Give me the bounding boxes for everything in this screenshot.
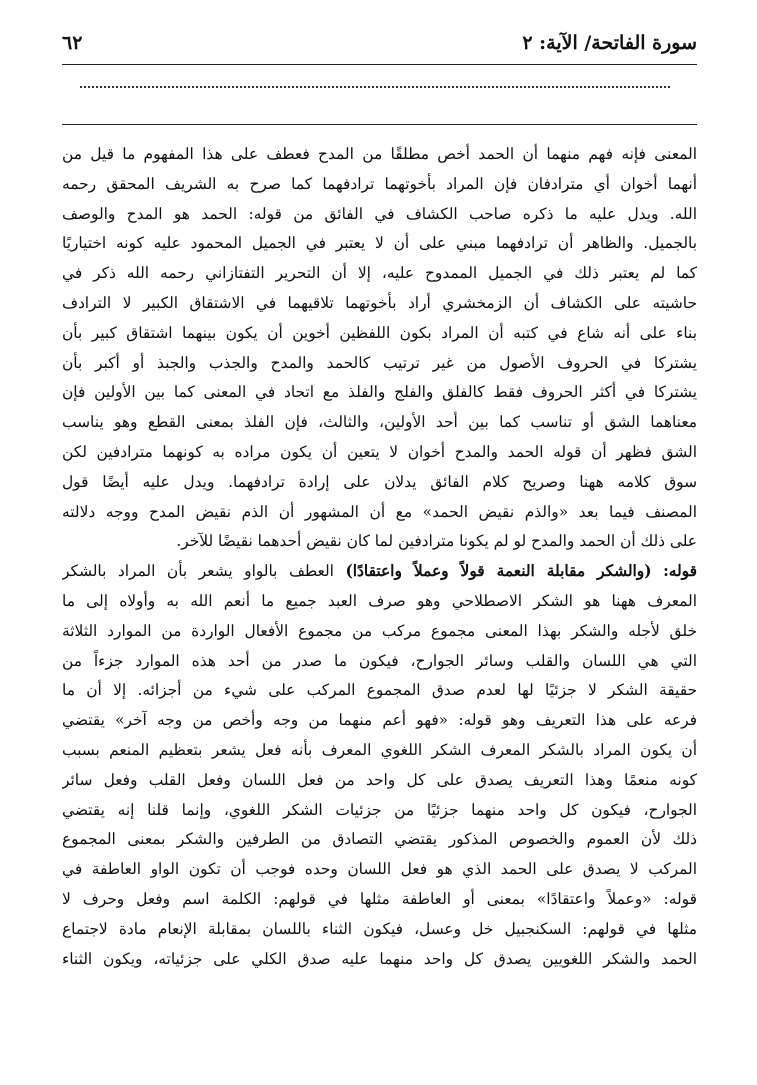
text-line: قوله: «وعملاً واعتقادًا» بمعنى أو العاطفة مثلها في قولهم: الكلمة اسم وفعل وحرف لا xyxy=(62,889,697,908)
text-line: حاشيته على الكشاف أن الزمخشري أراد بأخوتهما تلاقيهما في الاشتقاق الكبير لا الترادف xyxy=(62,293,697,312)
text-line: فرعه على هذا التعريف وهو قوله: «فهو أعم منهما من وجه وأخص من وجه آخر» يقتضي xyxy=(62,711,697,730)
text-line: أن يكون المراد بالشكر المعرف الشكر اللغوي المعرف بأنه فعل يشعر بتعظيم المنعم بسبب xyxy=(62,740,697,759)
text-line: المعرف ههنا هو الشكر الاصطلاحي وهو صرف العبد جميع ما أنعم الله به وأولاه إلى ما xyxy=(62,591,697,610)
page-number: ٦٢ xyxy=(62,32,83,54)
text-line: على ذلك أن الحمد والمدح لو لم يكونا مترادفين لما كان نقيض أحدهما نقيضًا للآخر. xyxy=(176,532,697,551)
lemma-quote: (والشكر مقابلة النعمة قولاً وعملاً واعتقادًا) xyxy=(345,562,652,581)
lemma-line xyxy=(62,557,697,587)
text-line: التي هي اللسان والقلب وسائر الجوارح، فيكون ما صدر من أحد هذه الموارد جزءاً من xyxy=(62,651,697,670)
lemma-rest: العطف بالواو يشعر بأن المراد بالشكر xyxy=(62,562,334,581)
text-line: خلق لأجله والشكر بهذا المعنى مجموع مركب من مجموع الأفعال الواردة من الموارد الثلاثة xyxy=(62,621,697,640)
text-line: أنهما أخوان أي مترادفان فإن المراد بأخوتهما ترادفهما كما صرح به الشريف المحقق رحمه xyxy=(62,174,697,193)
text-line: معناهما الشق أو تناسب كما بين أحد الأولين، والثالث، فإن الفلذ بمعنى القطع وهو يناسب xyxy=(62,413,697,432)
text-line: الحمد والشكر اللغويين يصدق كل واحد منهما عليه صدق الكلي على جزئياته، ويكون الثناء xyxy=(62,949,697,968)
text-line: حقيقة الشكر لا جزئيًا لها لعدم صدق المجموع المركب على شيء من أجزائه. إلا أن ما xyxy=(62,681,697,700)
text-line: المصنف فيما بعد «والذم نقيض الحمد» مع أن المشهور أن الذم نقيض المدح ووجه دلالته xyxy=(62,502,697,521)
dotted-separator xyxy=(80,86,670,88)
text-line: الجوارح، فيكون كل واحد منهما جزئيًا من جزئيات الشكر اللغوي، وإنما قلنا إنه يقتضي xyxy=(62,800,697,819)
text-line: المعنى فإنه فهم منهما أن الحمد أخص مطلقًا من المدح فعطف على هذا المفهوم ما قيل من xyxy=(62,145,697,163)
text-line: مثلها في قولهم: السكنجبيل خل وعسل، فيكون الثناء باللسان بمقابلة الإنعام مادة لاجتماع xyxy=(62,919,697,938)
text-line: ذلك لأن العموم والخصوص المذكور يقتضي التصادق من الطرفين والشكر بمعنى المجموع xyxy=(62,830,697,849)
text-line: الله. ويدل عليه ما ذكره صاحب الكشاف في الفائق من قوله: الحمد هو المدح والوصف xyxy=(62,204,697,223)
text-line: سوق كلامه ههنا وصريح كلام الفائق يدلان على إرادة ترادفهما. ويدل عليه أيضًا قول xyxy=(62,472,697,491)
text-line: كما لم يعتبر ذلك في الجميل الممدوح عليه، إلا أن التحرير التفتازاني رحمه الله ذكر في xyxy=(62,264,697,283)
text-line: يشتركا في الحروف الأصول من غير ترتيب كالحمد والمدح والجذب والجبذ أو أكبر بأن xyxy=(62,353,697,372)
header-rule xyxy=(62,64,697,65)
text-line: بالجميل. والظاهر أن ترادفهما مبني على أن لا يعتبر في الجميل المحمود عليه كونه اختياريًا xyxy=(62,234,697,253)
text-line: الشق فظهر أن قوله الحمد والمدح أخوان لا يتعين أن يكون مراده به كونهما مترادفين لكن xyxy=(62,442,697,461)
text-line: بناء على أنه شاع في كتبه أن المراد بكون اللفظين أخوين أن يكون بينهما اشتقاق كبير بأن xyxy=(62,323,697,342)
book-page xyxy=(62,0,697,1085)
header-title: سورة الفاتحة/ الآية: ٢ xyxy=(522,32,697,54)
lemma-label: قوله: xyxy=(663,562,697,581)
text-line: المركب لا يصدق على الحمد الذي هو فعل اللسان وحده فوجب أن تكون الواو العاطفة في xyxy=(62,860,697,879)
text-line: كونه منعمًا وهذا التعريف يصدق على كل واحد من فعل اللسان وفعل القلب وفعل سائر xyxy=(62,770,697,789)
text-rule xyxy=(62,124,697,125)
text-line: يشتركا في أكثر الحروف فقط كالفلق والفلج والفلذ مع اتحاد في المعنى كما بين الأولين فإن xyxy=(62,383,697,402)
body-text xyxy=(62,140,697,974)
running-header xyxy=(62,32,697,62)
